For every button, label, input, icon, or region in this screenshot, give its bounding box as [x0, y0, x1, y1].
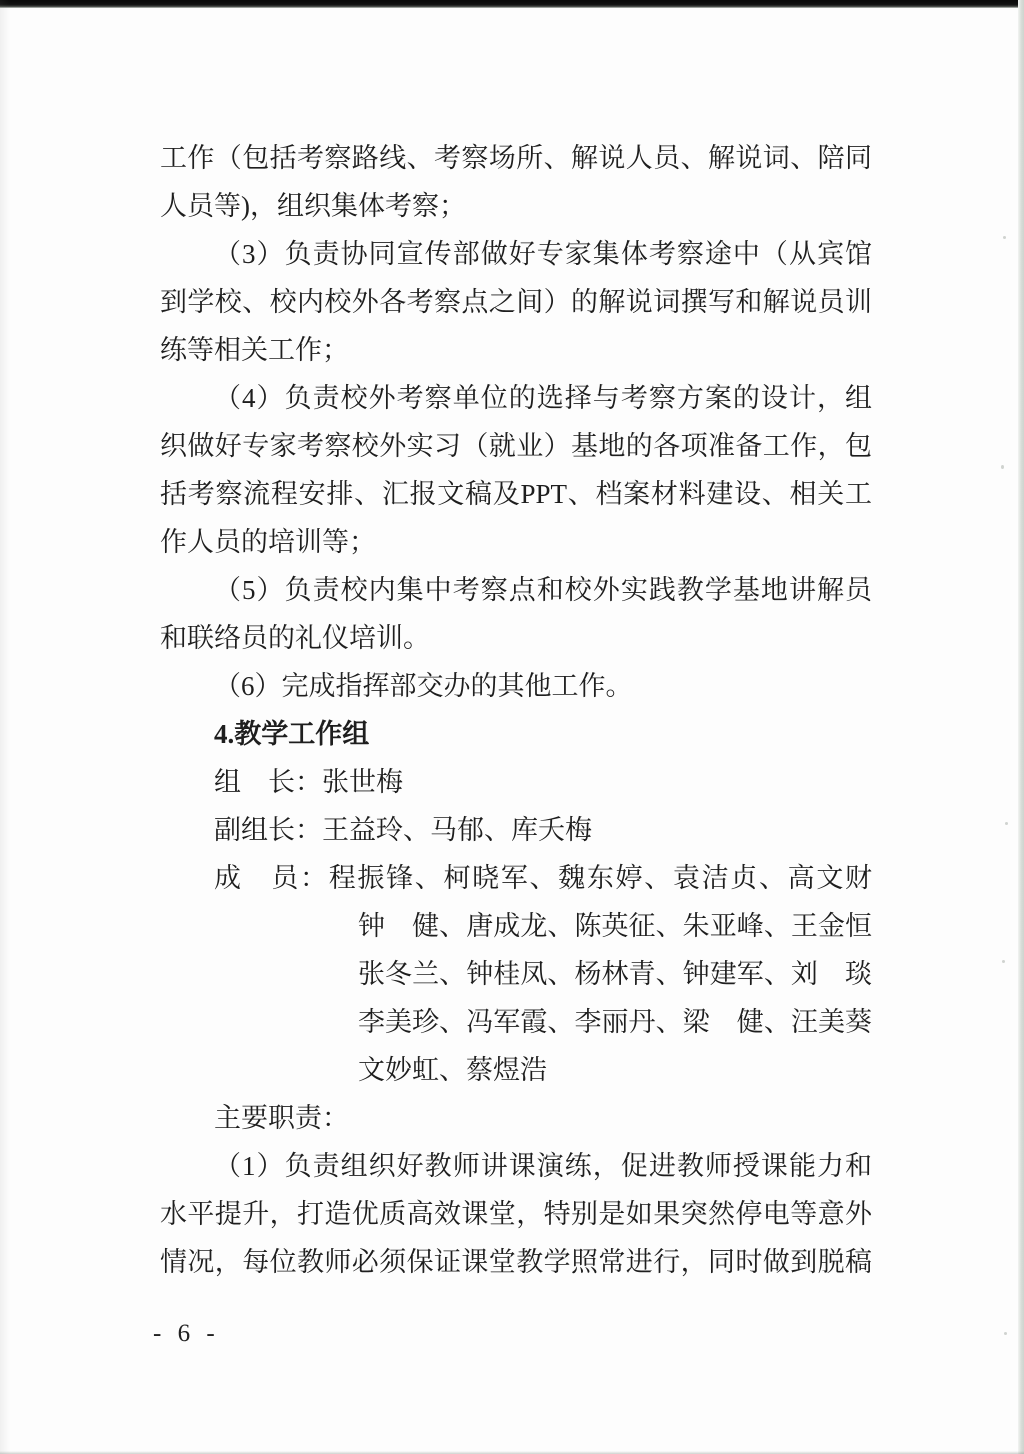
scan-speckle — [1001, 465, 1004, 469]
body-line: 和联络员的礼仪培训。 — [160, 623, 430, 653]
scan-speckle — [1002, 960, 1005, 963]
scan-edge-left — [0, 0, 10, 1454]
body-line: 人员等)，组织集体考察； — [160, 191, 466, 221]
body-line: 情况，每位教师必须保证课堂教学照常进行，同时做到脱稿 — [160, 1247, 872, 1277]
section-heading: 4.教学工作组 — [214, 719, 370, 749]
body-line: 到学校、校内校外各考察点之间）的解说词撰写和解说员训 — [160, 287, 872, 317]
body-line: 作人员的培训等； — [160, 527, 376, 557]
body-line: 练等相关工作； — [160, 335, 349, 365]
body-line: （5）负责校内集中考察点和校外实践教学基地讲解员 — [214, 575, 872, 605]
scan-speckle — [1004, 1332, 1007, 1335]
members-line: 成 员：程振锋、柯晓军、魏东婷、袁洁贞、高文财 — [214, 863, 872, 893]
body-line: （4）负责校外考察单位的选择与考察方案的设计，组 — [214, 383, 872, 413]
members-line: 李美珍、冯军霞、李丽丹、梁 健、汪美葵 — [358, 1007, 872, 1037]
members-line: 钟 健、唐成龙、陈英征、朱亚峰、王金恒 — [358, 911, 872, 941]
document-body — [160, 134, 872, 1286]
scan-edge-top — [0, 0, 1024, 8]
body-line: （3）负责协同宣传部做好专家集体考察途中（从宾馆 — [214, 239, 872, 269]
scan-speckle — [1003, 236, 1006, 239]
body-line: 水平提升，打造优质高效课堂，特别是如果突然停电等意外 — [160, 1199, 872, 1229]
body-line: （1）负责组织好教师讲课演练，促进教师授课能力和 — [214, 1151, 872, 1181]
body-line: 织做好专家考察校外实习（就业）基地的各项准备工作，包 — [160, 431, 872, 461]
body-line: 主要职责： — [214, 1103, 349, 1133]
body-line: 工作（包括考察路线、考察场所、解说人员、解说词、陪同 — [160, 143, 872, 173]
members-line: 文妙虹、蔡煜浩 — [358, 1055, 547, 1085]
members-line: 张冬兰、钟桂凤、杨林青、钟建军、刘 琰 — [358, 959, 872, 989]
scan-speckle — [1005, 822, 1008, 825]
deputy-line: 副组长：王益玲、马郁、库夭梅 — [214, 815, 592, 845]
scan-edge-right — [1018, 0, 1024, 1454]
page-number: - 6 - — [153, 1320, 220, 1347]
leader-line: 组 长：张世梅 — [214, 767, 403, 797]
body-line: 括考察流程安排、汇报文稿及PPT、档案材料建设、相关工 — [160, 479, 872, 509]
body-line: （6）完成指挥部交办的其他工作。 — [214, 671, 633, 701]
